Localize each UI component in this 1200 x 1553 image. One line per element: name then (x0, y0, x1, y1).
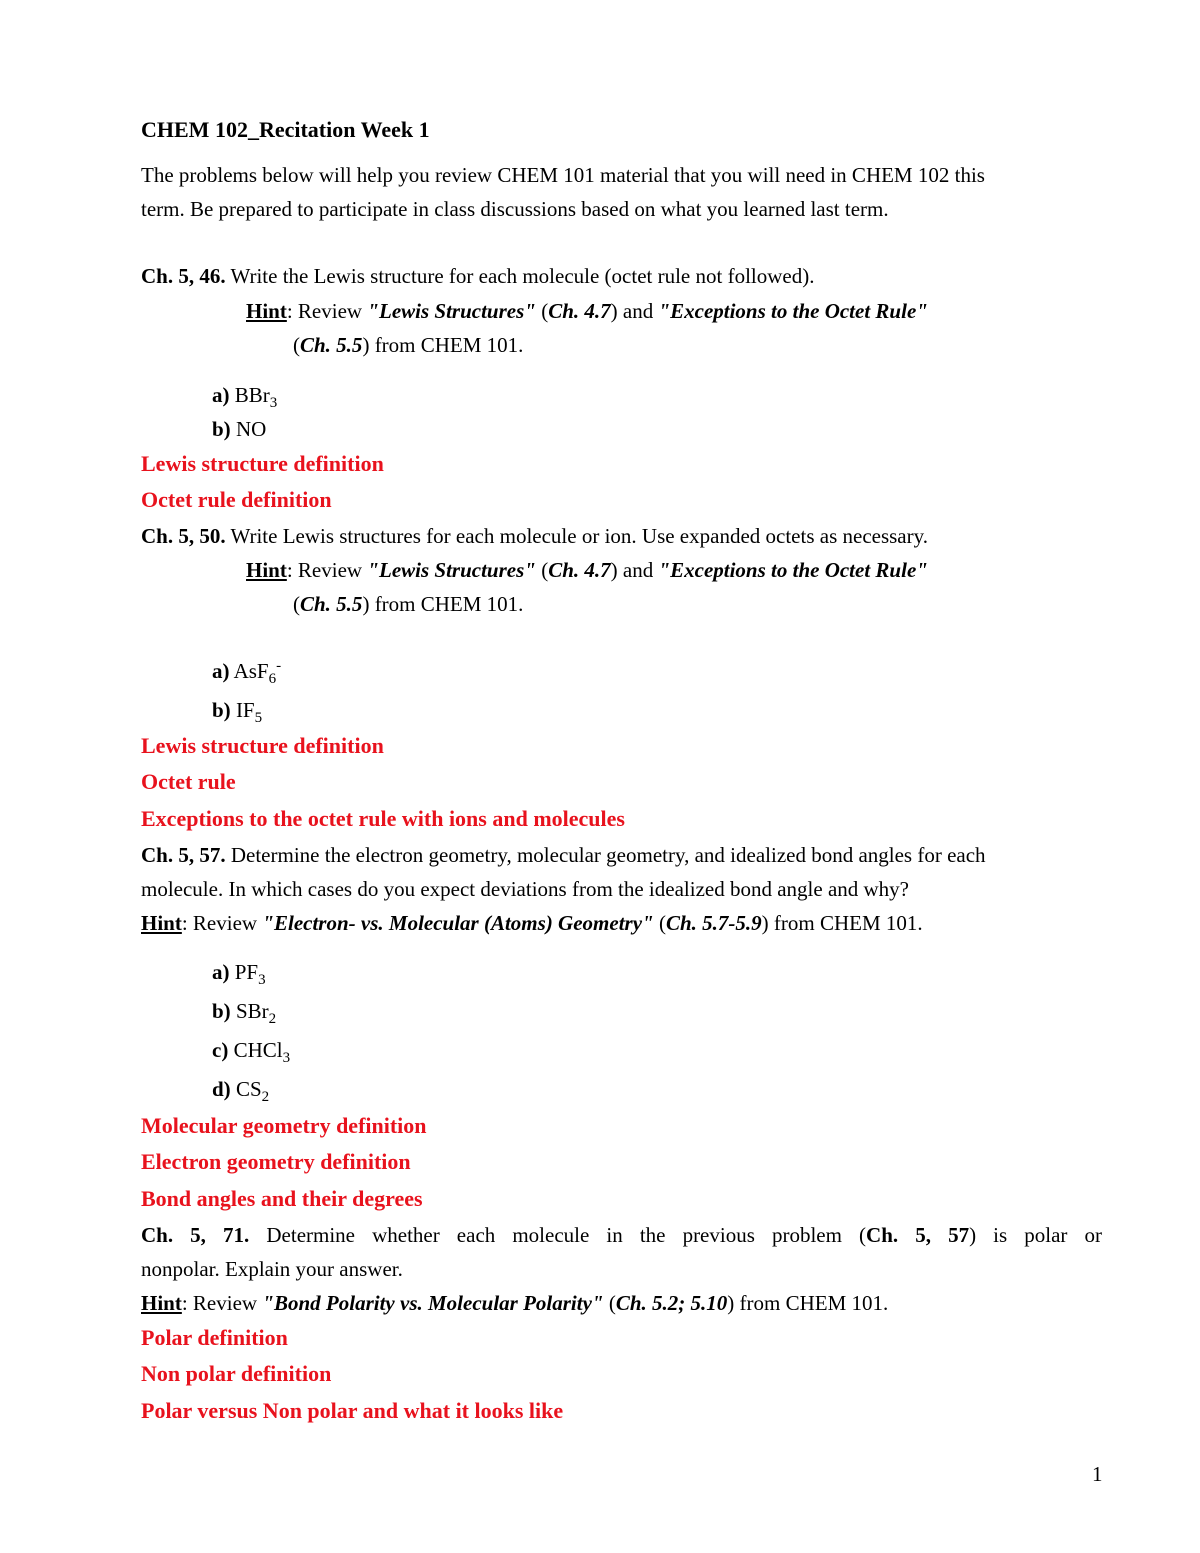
hint-label: Hint (141, 911, 182, 935)
page-number: 1 (1092, 1462, 1103, 1486)
problem-57-hint: Hint: Review "Electron- vs. Molecular (Atoms) Geometry" (Ch. 5.7-5.9) from CHEM 101. (141, 911, 923, 935)
problem-ref: Ch. 5, 57. (141, 843, 226, 867)
problem-71-hint: Hint: Review "Bond Polarity vs. Molecular Polarity" (Ch. 5.2; 5.10) from CHEM 101. (141, 1291, 889, 1315)
problem-text: Write the Lewis structure for each molecule (octet rule not followed). (225, 264, 815, 288)
problem-50-prompt (141, 522, 928, 550)
hint-label: Hint (246, 299, 287, 323)
problem-46-prompt (141, 262, 814, 290)
problem-50-hint-cont: (Ch. 5.5) from CHEM 101. (293, 592, 524, 616)
red-note: Lewis structure definition (141, 451, 384, 476)
red-note: Polar versus Non polar and what it looks like (141, 1398, 564, 1423)
intro-line-2: term. Be prepared to participate in class discussions based on what you learned last term. (141, 197, 889, 221)
problem-57-prompt (141, 841, 986, 869)
problem-text: Write Lewis structures for each molecule or ion. Use expanded octets as necessary. (225, 524, 929, 548)
intro-line-1: The problems below will help you review CHEM 101 material that you will need in CHEM 102 this (141, 163, 985, 187)
problem-50-hint: Hint: Review "Lewis Structures" (Ch. 4.7) and "Exceptions to the Octet Rule" (246, 558, 928, 582)
hint-topic: "Electron- vs. Molecular (Atoms) Geometry" (262, 911, 654, 935)
list-item: d) $CS_2$ (212, 1077, 270, 1106)
hint-label: Hint (246, 558, 287, 582)
problem-ref: Ch. 5, 46. (141, 264, 226, 288)
problem-57-prompt-cont: molecule. In which cases do you expect deviations from the idealized bond angle and why? (141, 877, 909, 901)
list-item: b) NO (212, 417, 267, 441)
red-note: Exceptions to the octet rule with ions and molecules (141, 806, 625, 831)
list-item: a) $PF_3$ (212, 960, 266, 989)
hint-topic: "Exceptions to the Octet Rule" (658, 558, 928, 582)
problem-ref: Ch. 5, 71. (141, 1223, 250, 1247)
list-item: a) BBr$_3$ (212, 383, 278, 412)
list-item: c) CHCl$_3$ (212, 1038, 291, 1067)
red-note: Polar definition (141, 1325, 288, 1350)
page-title: CHEM 102_Recitation Week 1 (141, 117, 430, 142)
problem-ref: Ch. 5, 50. (141, 524, 226, 548)
problem-71-prompt: Ch. 5, 71. Determine whether each molecule in the previous problem (Ch. 5, 57) is polar or (141, 1223, 1102, 1247)
red-note: Bond angles and their degrees (141, 1186, 423, 1211)
problem-text: Determine the electron geometry, molecular geometry, and idealized bond angles for each (225, 843, 986, 867)
red-note: Octet rule (141, 769, 236, 794)
hint-label: Hint (141, 1291, 182, 1315)
red-note: Electron geometry definition (141, 1149, 411, 1174)
list-item: b) SBr$_2$ (212, 999, 277, 1028)
hint-topic: "Bond Polarity vs. Molecular Polarity" (262, 1291, 604, 1315)
problem-71-prompt-cont: nonpolar. Explain your answer. (141, 1257, 403, 1281)
list-item: b) $IF_5$ (212, 698, 263, 727)
red-note: Octet rule definition (141, 487, 332, 512)
list-item: a) AsF$_6$- (212, 658, 282, 688)
hint-topic: "Lewis Structures" (367, 558, 536, 582)
hint-topic: "Exceptions to the Octet Rule" (658, 299, 928, 323)
red-note: Lewis structure definition (141, 733, 384, 758)
red-note: Non polar definition (141, 1361, 332, 1386)
problem-46-hint-cont: (Ch. 5.5) from CHEM 101. (293, 333, 524, 357)
red-note: Molecular geometry definition (141, 1113, 427, 1138)
hint-topic: "Lewis Structures" (367, 299, 536, 323)
problem-46-hint: Hint: Review "Lewis Structures" (Ch. 4.7) and "Exceptions to the Octet Rule" (246, 299, 928, 323)
